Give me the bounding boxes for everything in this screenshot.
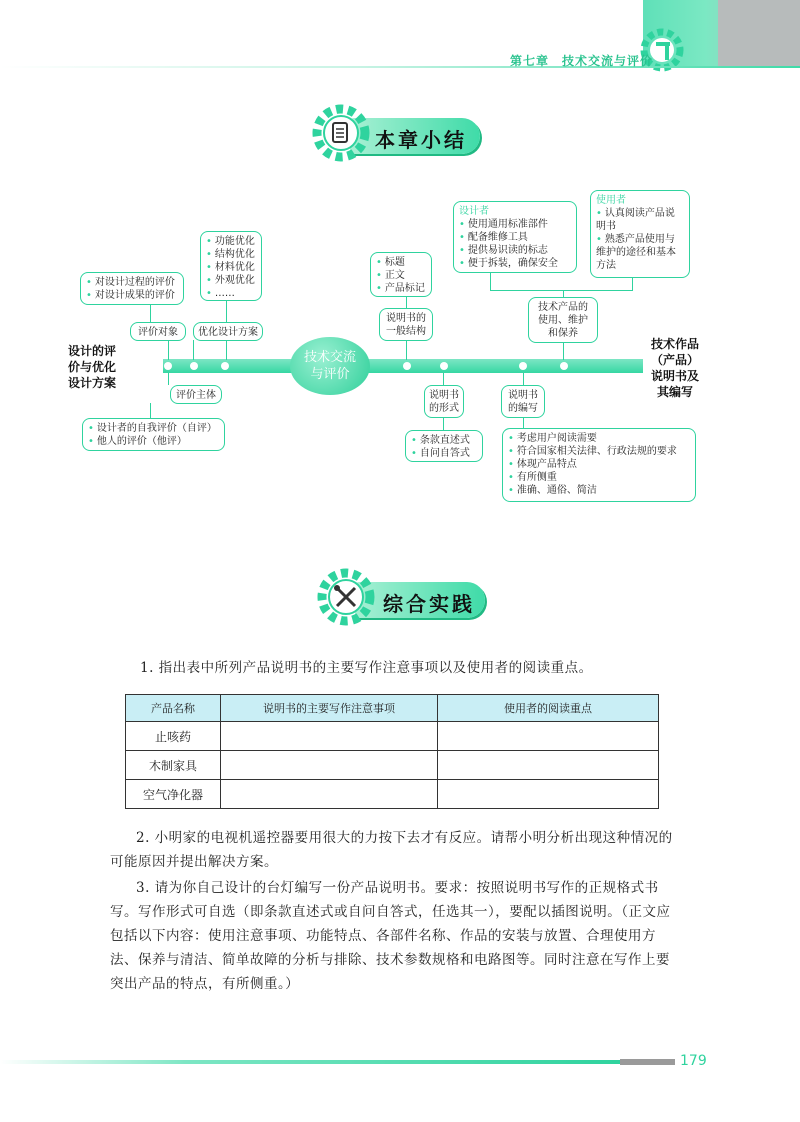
header-line	[0, 66, 800, 68]
table-row	[126, 751, 659, 780]
question-1: 1. 指出表中所列产品说明书的主要写作注意事项以及使用者的阅读重点。	[140, 660, 593, 676]
user-item: • 熟悉产品使用与维护的途径和基本方法	[596, 233, 684, 272]
header-gear-icon	[632, 20, 692, 80]
form-items-box	[405, 430, 483, 462]
summary-gear-icon	[308, 100, 374, 166]
writing-items-box	[502, 428, 696, 502]
eval-item: • 对设计过程的评价	[86, 276, 178, 289]
connector	[226, 340, 227, 360]
connector	[406, 340, 407, 360]
user-item: • 认真阅读产品说明书	[596, 207, 684, 233]
structure-item: • 标题	[376, 256, 426, 269]
user-role: 使用者	[596, 195, 626, 206]
center-topic	[290, 337, 370, 395]
connector	[193, 340, 194, 360]
table-cell-empty[interactable]	[221, 722, 438, 751]
eval-object-label: 评价对象	[130, 322, 186, 341]
table-cell-empty[interactable]	[221, 751, 438, 780]
footer-line	[0, 1060, 620, 1064]
subject-item: • 他人的评价（他评）	[88, 435, 219, 448]
table-header-row	[126, 695, 659, 722]
connector	[443, 373, 444, 385]
chapter-title: 第七章 技术交流与评价	[510, 54, 654, 68]
question-2: 2. 小明家的电视机遥控器要用很大的力按下去才有反应。请帮小明分析出现这种情况的可能原因并提出解决方案。	[110, 830, 673, 870]
header-band-gray	[718, 0, 800, 66]
form-item: • 自问自答式	[411, 447, 477, 460]
designer-item: • 配备维修工具	[459, 231, 571, 244]
writing-item: • 有所侧重	[508, 471, 690, 484]
writing-item: • 体现产品特点	[508, 458, 690, 471]
connector	[523, 373, 524, 385]
table-cell-empty[interactable]	[438, 722, 659, 751]
optimize-item: • ……	[206, 287, 256, 300]
form-label: 说明书 的形式	[424, 385, 464, 418]
product-table	[125, 694, 659, 809]
connector	[443, 417, 444, 431]
connector	[168, 373, 169, 385]
writing-item: • 准确、通俗、简洁	[508, 484, 690, 497]
optimize-item: • 功能优化	[206, 235, 256, 248]
structure-items-box	[370, 252, 432, 297]
eval-items-box	[80, 272, 184, 305]
table-header: 使用者的阅读重点	[438, 695, 659, 722]
table-row	[126, 722, 659, 751]
table-cell-empty[interactable]	[438, 751, 659, 780]
practice-gear-icon	[313, 564, 379, 630]
user-box	[590, 190, 690, 278]
connector	[632, 277, 633, 290]
bar-dot	[519, 362, 527, 370]
designer-role: 设计者	[459, 206, 489, 217]
table-cell-product: 木制家具	[126, 751, 221, 780]
designer-item: • 使用通用标准部件	[459, 218, 571, 231]
connector	[490, 290, 633, 291]
connector	[226, 300, 227, 322]
eval-subject-label: 评价主体	[170, 385, 222, 404]
table-cell-product: 空气净化器	[126, 780, 221, 809]
designer-item: • 便于拆装，确保安全	[459, 257, 571, 270]
structure-label: 说明书的 一般结构	[379, 308, 433, 341]
connector	[168, 340, 169, 360]
table-header: 说明书的主要写作注意事项	[221, 695, 438, 722]
optimize-label: 优化设计方案	[193, 322, 263, 341]
connector	[490, 272, 491, 290]
connector	[406, 296, 407, 308]
optimize-item: • 材料优化	[206, 261, 256, 274]
structure-item: • 产品标记	[376, 282, 426, 295]
subject-item: • 设计者的自我评价（自评）	[88, 422, 219, 435]
writing-item: • 考虑用户阅读需要	[508, 432, 690, 445]
center-topic-text: 技术交流 与评价	[303, 350, 356, 382]
subject-items-box	[82, 418, 225, 451]
table-header: 产品名称	[126, 695, 221, 722]
eval-item: • 对设计成果的评价	[86, 289, 178, 302]
bar-dot	[560, 362, 568, 370]
optimize-items-box	[200, 231, 262, 301]
table-cell-product: 止咳药	[126, 722, 221, 751]
form-item: • 条款直述式	[411, 434, 477, 447]
designer-box	[453, 201, 577, 273]
bar-dot	[164, 362, 172, 370]
connector	[150, 403, 151, 419]
right-topic-title: 技术作品 （产品） 说明书及 其编写	[650, 337, 699, 399]
designer-item: • 提供易识读的标志	[459, 244, 571, 257]
use-label: 技术产品的 使用、维护 和保养	[528, 297, 598, 343]
connector	[563, 342, 564, 360]
page-number: 179	[680, 1053, 707, 1069]
optimize-item: • 结构优化	[206, 248, 256, 261]
structure-item: • 正文	[376, 269, 426, 282]
table-row	[126, 780, 659, 809]
writing-item: • 符合国家相关法律、行政法规的要求	[508, 445, 690, 458]
summary-title: 本章小结	[375, 128, 467, 152]
left-topic-title: 设计的评 价与优化 设计方案	[68, 344, 117, 390]
connector	[150, 305, 151, 323]
practice-title: 综合实践	[383, 592, 475, 616]
bar-dot	[403, 362, 411, 370]
question-3: 3. 请为你自己设计的台灯编写一份产品说明书。要求：按照说明书写作的正规格式书写。写作形式可自选（即条款直述式或自问自答式，任选其一），要配以插图说明。（正文应包括以下内容：使用注意事项、功能特点、各部件名称、作品的安装与放置、合理使用方法、保养与清洁、简单故障的分析与排除、技术参数规格和电路图等。同时注意在写作上要突出产品的特点，有所侧重。）	[110, 880, 671, 992]
footer-gray-bar	[620, 1059, 675, 1065]
table-cell-empty[interactable]	[221, 780, 438, 809]
bar-dot	[190, 362, 198, 370]
table-cell-empty[interactable]	[438, 780, 659, 809]
optimize-item: • 外观优化	[206, 274, 256, 287]
writing-label: 说明书 的编写	[501, 385, 545, 418]
bar-dot	[440, 362, 448, 370]
bar-dot	[221, 362, 229, 370]
